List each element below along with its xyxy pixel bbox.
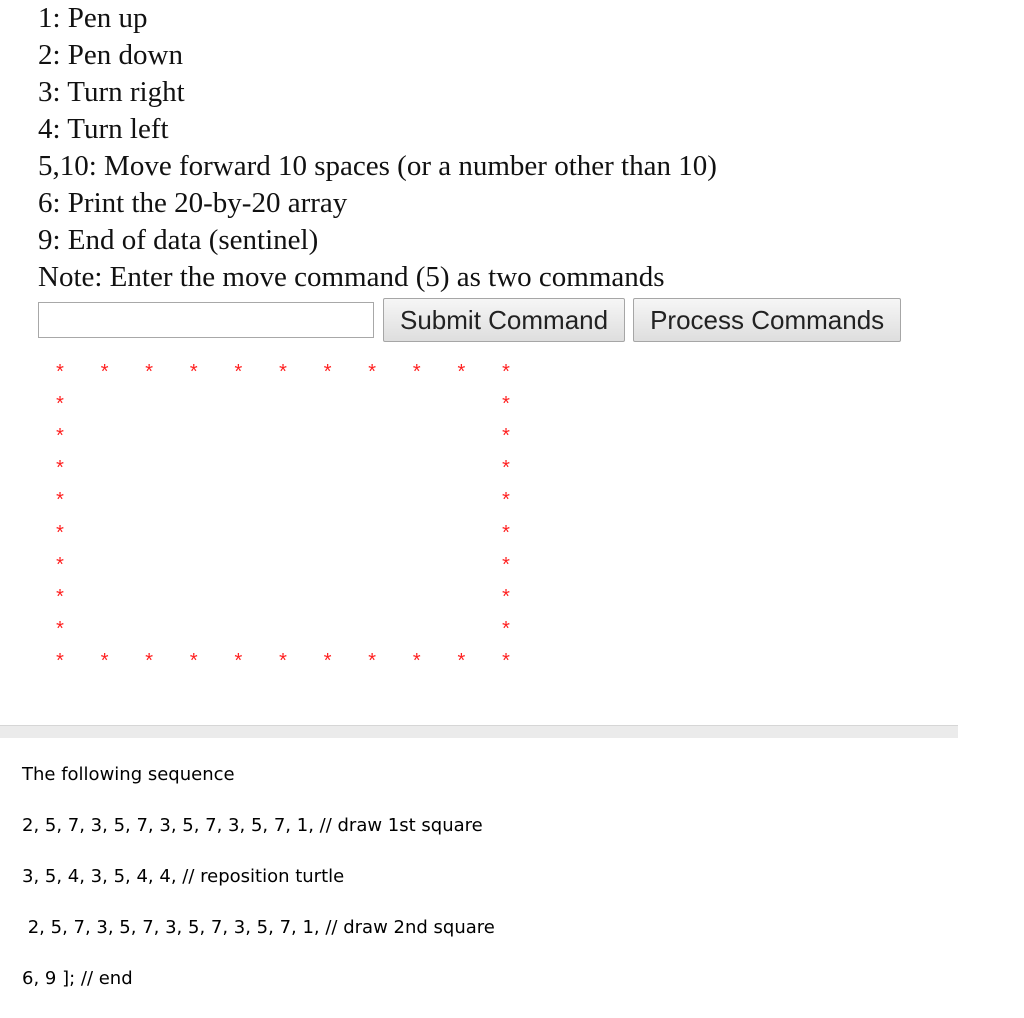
grid-cell-bottom: * bbox=[366, 651, 379, 675]
grid-cell-top: * bbox=[276, 363, 289, 386]
grid-cell-right: * bbox=[499, 459, 512, 483]
grid-cell-left: * bbox=[53, 555, 66, 579]
grid-cell-right: * bbox=[499, 587, 512, 611]
command-note: Note: Enter the move command (5) as two commands bbox=[38, 261, 665, 293]
grid-cell-bottom: * bbox=[410, 651, 423, 675]
grid-cell-right: * bbox=[499, 395, 512, 419]
notes-first-square: 2, 5, 7, 3, 5, 7, 3, 5, 7, 3, 5, 7, 1, // draw 1st square bbox=[22, 815, 483, 836]
grid-cell-left: * bbox=[53, 523, 66, 547]
grid-cell-bottom: * bbox=[187, 651, 200, 675]
submit-command-button[interactable]: Submit Command bbox=[383, 298, 625, 342]
grid-cell-bottom: * bbox=[455, 651, 468, 675]
notes-end: 6, 9 ]; // end bbox=[22, 968, 133, 989]
notes-reposition: 3, 5, 4, 3, 5, 4, 4, // reposition turtle bbox=[22, 866, 345, 887]
grid-cell-top: * bbox=[366, 363, 379, 386]
notes-intro: The following sequence bbox=[22, 764, 235, 785]
grid-cell-left: * bbox=[53, 619, 66, 643]
grid-cell-left: * bbox=[53, 395, 66, 419]
grid-cell-bottom: * bbox=[143, 651, 156, 675]
command-end-of-data: 9: End of data (sentinel) bbox=[38, 224, 319, 256]
command-print-array: 6: Print the 20-by-20 array bbox=[38, 187, 348, 219]
command-pen-up: 1: Pen up bbox=[38, 2, 148, 34]
grid-cell-top: * bbox=[53, 363, 66, 386]
grid-cell-top: * bbox=[232, 363, 245, 386]
section-divider bbox=[0, 725, 958, 738]
grid-cell-left: * bbox=[53, 459, 66, 483]
grid-cell-bottom: * bbox=[53, 651, 66, 675]
grid-cell-right: * bbox=[499, 427, 512, 451]
grid-cell-bottom: * bbox=[276, 651, 289, 675]
grid-cell-top: * bbox=[455, 363, 468, 386]
grid-cell-right: * bbox=[499, 523, 512, 547]
command-pen-down: 2: Pen down bbox=[38, 39, 183, 71]
grid-cell-bottom: * bbox=[499, 651, 512, 675]
notes-second-square: 2, 5, 7, 3, 5, 7, 3, 5, 7, 3, 5, 7, 1, // draw 2nd square bbox=[22, 917, 495, 938]
grid-cell-bottom: * bbox=[98, 651, 111, 675]
grid-cell-left: * bbox=[53, 587, 66, 611]
grid-cell-top: * bbox=[98, 363, 111, 386]
command-turn-right: 3: Turn right bbox=[38, 76, 185, 108]
process-commands-button[interactable]: Process Commands bbox=[633, 298, 901, 342]
grid-cell-top: * bbox=[321, 363, 334, 386]
turtle-drawing-grid bbox=[0, 0, 560, 720]
grid-cell-bottom: * bbox=[232, 651, 245, 675]
grid-cell-left: * bbox=[53, 427, 66, 451]
grid-cell-right: * bbox=[499, 555, 512, 579]
command-turn-left: 4: Turn left bbox=[38, 113, 169, 145]
grid-cell-right: * bbox=[499, 491, 512, 515]
sequence-notes bbox=[22, 763, 1002, 1018]
grid-cell-bottom: * bbox=[321, 651, 334, 675]
grid-cell-top: * bbox=[410, 363, 423, 386]
grid-cell-left: * bbox=[53, 491, 66, 515]
grid-cell-top: * bbox=[187, 363, 200, 386]
grid-cell-top: * bbox=[143, 363, 156, 386]
grid-cell-top: * bbox=[499, 363, 512, 386]
grid-cell-right: * bbox=[499, 619, 512, 643]
command-move-forward: 5,10: Move forward 10 spaces (or a number other than 10) bbox=[38, 150, 717, 182]
